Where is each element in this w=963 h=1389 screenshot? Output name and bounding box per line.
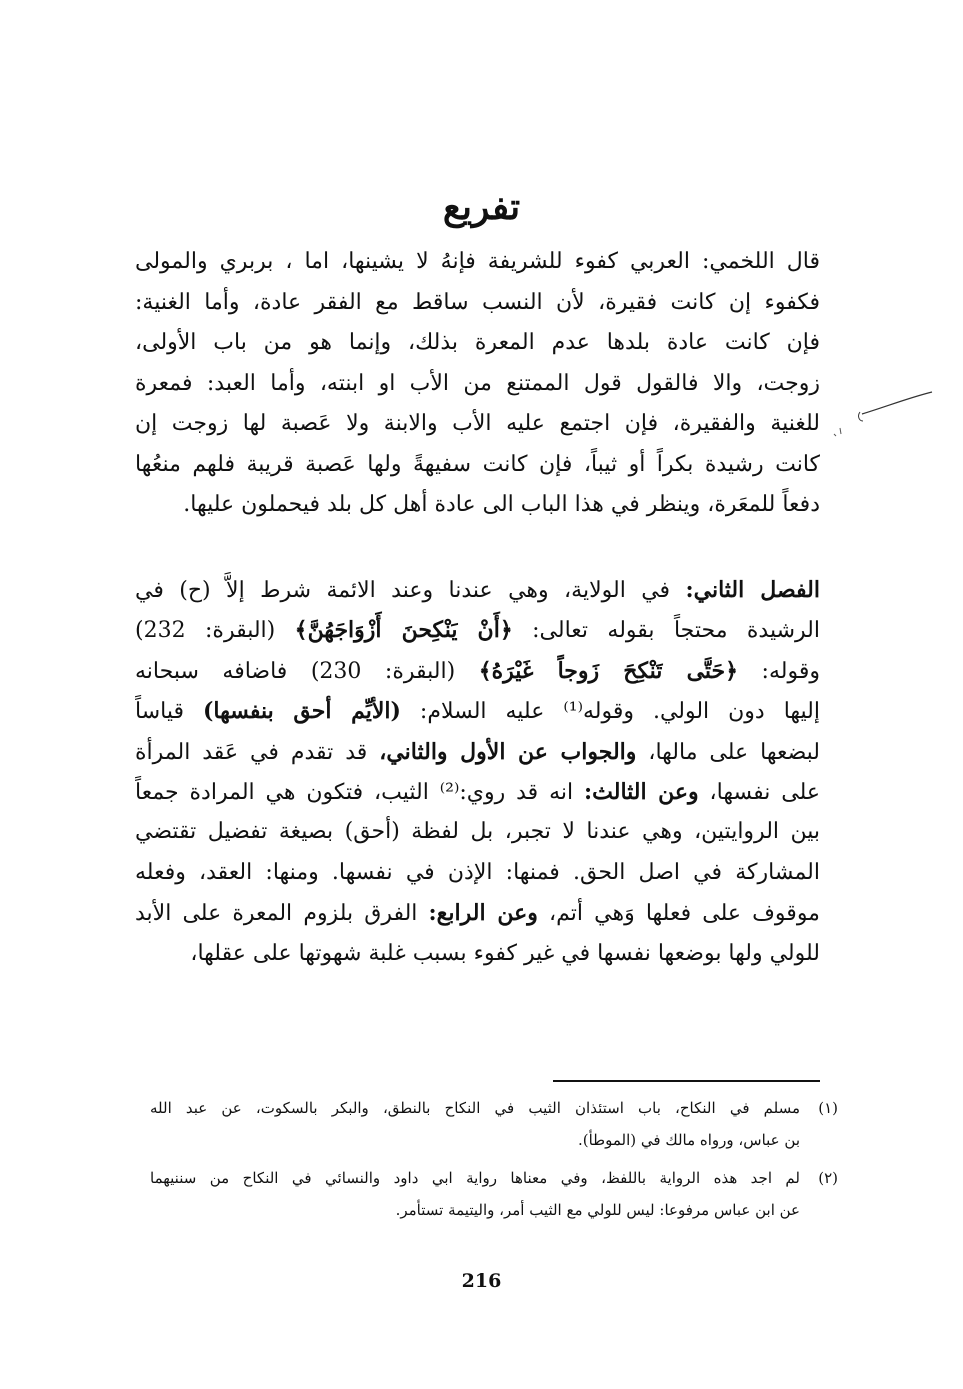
text-run: الفرق بلزوم المعرة على الأبد [135,901,429,927]
paragraph-line [135,691,820,731]
paragraph-line [135,934,820,974]
footnote-line: عن ابن عباس مرفوعا: ليس للولي مع الثيب أمر، واليتيمة تستأمر. [395,1201,800,1219]
text-run: قد تقدم في عَقد المرأة [135,739,380,765]
text-run: موقوف على فعلها وَهي أتم، [537,901,820,927]
text-run: قياساً [135,699,203,725]
hadith-quote: (الأيِّم أحق بنفسها) [202,698,401,725]
paragraph-line [135,610,820,650]
text-run: وقوله: [738,658,820,684]
footnote [150,1092,838,1156]
footnote-text [150,1092,800,1156]
chapter-title: الفصل الثاني: [685,577,820,603]
quran-verse: ﴿حَتَّى تَنْكِحَ زَوجاً غَيْرَهُ﴾ [478,657,739,684]
paragraph-line: فإن كانت عادة بلدها عدم المعرة بذلك، وإنما هو من باب الأولى، [135,330,820,355]
quran-verse: ﴿أَنْ يَنْكِحنَ أَزْوَاجَهُنَّ﴾ [294,617,513,644]
page-number: 216 [461,1270,502,1292]
verse-reference: (البقرة: 230) فاضافه سبحانه [135,658,479,684]
text-run: بين الروايتين، وهي عندنا لا تجبر، بل لفظة (أحق) بصيغة تفضيل تقتضي [135,819,820,845]
text-run: للولي ولها بوضعها نفسها في غير كفوء بسبب غلبة شهوتها على عقلها، [190,940,820,966]
paragraph-line [135,570,820,610]
footnote-number: (٢) [818,1169,838,1187]
paragraph-line: زوجت، والا فالقول قول الممتنع من الأب او ابنته، وأما العبد: فمعرة [135,370,820,396]
paragraph-line [135,853,820,893]
paragraph-line [135,651,820,691]
text-run: في الولاية، وهي عندنا وعند الائمة شرط إلاَّ (ح) في [135,578,686,603]
paragraph-line: فكفوء إن كانت فقيرة، لأن النسب ساقط مع الفقر عادة، وأما الغنية: [135,289,820,315]
footnote-text [150,1162,800,1226]
paragraph-line [135,772,820,812]
answer-heading: وعن الرابع: [428,900,538,927]
text-run: انه قد روي:⁽²⁾ الثيب، فتكون هي المرادة جمعاً [135,779,585,805]
text-run: المشاركة في اصل الحق. فمنها: الإذن في نفسها. ومنها: العقد، وفعله [135,859,820,885]
paragraph-talkhami [135,242,820,526]
paragraph-line: قال اللخمي: العربي كفوء للشريفة فإنهُ لا يشينها، اما ، بربري والمولى [135,249,820,274]
paragraph-line [135,812,820,852]
paragraph-line: للغنية والفقيرة، فإن اجتمع عليه الأب والابنة ولا عَصبة لها زوجت إن [135,411,820,436]
paragraph-line: كانت رشيدة بكراً أو ثيباً، فإن كانت سفيهةً ولها عَصبة قريبة فلهم منعُها [135,451,820,477]
footnote [150,1162,838,1226]
paragraph-line [135,732,820,772]
footnote-number: (١) [818,1099,838,1117]
text-run: إليها دون الولي. وقوله⁽¹⁾ عليه السلام: [400,699,820,725]
section-second-chapter [135,570,820,974]
text-run: على نفسها، [698,779,820,805]
footnote-line: مسلم في النكاح، باب استئذان الثيب في النكاح بالنطق، والبكر بالسكوت، عن عبد الله [150,1099,800,1117]
verse-reference: (البقرة: 232) [135,618,295,644]
answer-heading: وعن الثالث: [584,778,699,805]
footnotes [150,1092,838,1232]
paragraph-line [135,893,820,933]
text-run: لبضعها على مالها، [636,739,820,765]
answer-heading: والجواب عن الأول والثاني، [379,738,637,765]
footnote-line: بن عباس، ورواه مالك في (الموطأ). [577,1131,800,1149]
page-heading: تفريع [442,186,521,228]
paragraph-line: دفعاً للمعَرة، وينظر في هذا الباب الى عادة أهل كل بلد فيحملون عليها. [183,492,820,517]
handwritten-annotation-mark [828,384,938,444]
text-run: الرشيدة محتجاً بقوله تعالى: [512,618,820,644]
footnote-divider [553,1080,820,1082]
footnote-line: لم اجد هذه الرواية باللفظ، وفي معناها رواية ابي داود والنسائي في النكاح من سننيهما [150,1169,800,1187]
